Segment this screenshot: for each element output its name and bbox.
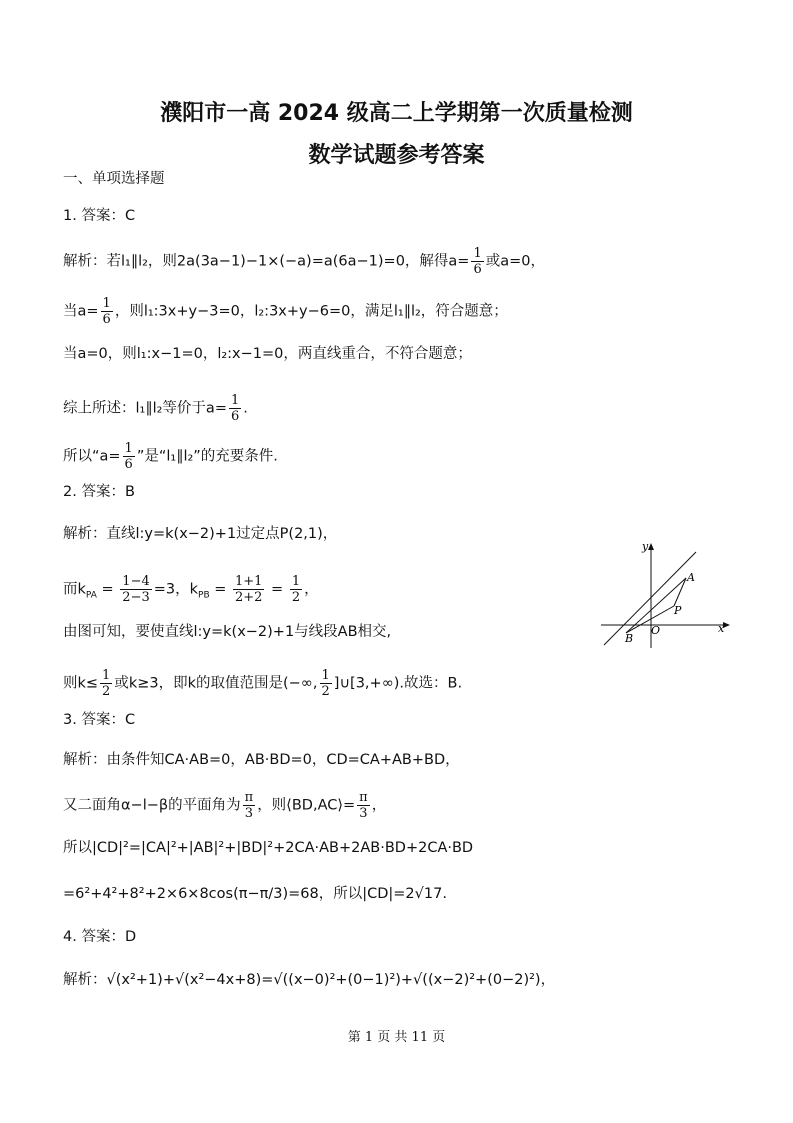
q3-line3: 所以|CD|²=|CA|²+|AB|²+|BD|²+2CA·AB+2AB·BD+2CA·BD	[63, 840, 474, 856]
section-heading: 一、单项选择题	[63, 171, 165, 187]
fraction	[101, 296, 113, 327]
fraction	[471, 246, 483, 277]
q2-line2-mid: =3，k	[153, 581, 199, 598]
page-footer: 第 1 页 共 11 页	[347, 1030, 446, 1045]
coordinate-figure	[596, 538, 736, 650]
fraction-numerator: 1+1	[235, 574, 263, 589]
fraction-denominator: 2	[291, 590, 301, 605]
fraction	[320, 668, 332, 699]
q2-line4-b: 或k≥3，即k的取值范围是(−∞,	[114, 675, 318, 692]
label-x: x	[718, 622, 725, 635]
q3-line2-c: ，	[371, 797, 387, 814]
segment-PA	[674, 578, 686, 606]
q1-answer: 1. 答案：C	[63, 208, 136, 224]
label-B: B	[625, 632, 634, 645]
fraction-denominator: 6	[124, 457, 133, 472]
fraction	[357, 790, 370, 821]
q2-answer: 2. 答案：B	[63, 484, 135, 500]
label-P: P	[674, 604, 682, 617]
q1-line2	[63, 296, 508, 327]
q2-line4	[63, 668, 462, 699]
fraction-numerator: 1	[102, 668, 111, 683]
label-y: y	[642, 540, 649, 553]
q1-line3: 当a=0，则l₁:x−1=0，l₂:x−1=0，两直线重合，不符合题意；	[63, 346, 472, 362]
q1-line4	[63, 393, 248, 424]
fraction-numerator: 1	[321, 668, 330, 683]
fraction-numerator: 1	[102, 296, 111, 311]
y-axis-arrow	[648, 543, 654, 550]
subscript: PA	[85, 590, 97, 601]
fraction	[243, 790, 256, 821]
q1-line1-tail: 或a=0，	[485, 253, 546, 270]
fraction-numerator: 1	[473, 246, 482, 261]
fraction-denominator: 2−3	[122, 590, 150, 605]
q1-line5-b: ”是“l₁∥l₂”的充要条件.	[136, 448, 278, 465]
q3-line2-b: ，则⟨BD,AC⟩=	[257, 797, 356, 814]
fraction-denominator: 2	[102, 684, 111, 699]
q1-line5-a: 所以“a=	[63, 448, 121, 465]
fraction-numerator: 1	[230, 393, 240, 408]
fraction-denominator: 3	[359, 806, 368, 821]
q2-line3: 由图可知，要使直线l:y=k(x−2)+1与线段AB相交,	[63, 624, 392, 640]
fraction-numerator: π	[359, 790, 368, 805]
q1-line4-a: 综上所述：l₁∥l₂等价于a=	[63, 400, 227, 417]
fraction	[120, 574, 151, 605]
q2-line1: 解析：直线l:y=k(x−2)+1过定点P(2,1)，	[63, 526, 338, 542]
subscript: PB	[198, 590, 210, 601]
fraction-denominator: 6	[230, 409, 240, 424]
fraction-denominator: 2	[321, 684, 330, 699]
q1-line1-text: 解析：若l₁∥l₂，则2a(3a−1)−1×(−a)=a(6a−1)=0，解得a=	[63, 253, 470, 270]
q4-line1: 解析：√(x²+1)+√(x²−4x+8)=√((x−0)²+(0−1)²)+√((x−2)²+(0−2)²)，	[63, 972, 556, 988]
fraction	[233, 574, 264, 605]
q4-answer: 4. 答案：D	[63, 929, 137, 945]
label-A: A	[687, 571, 695, 584]
segment-BP	[626, 606, 674, 633]
fraction	[229, 393, 241, 424]
fraction-denominator: 6	[473, 262, 482, 277]
fraction	[290, 574, 302, 605]
q3-line2-a: 又二面角α−l−β的平面角为	[63, 797, 241, 814]
q1-line2-b: ，则l₁:3x+y−3=0，l₂:3x+y−6=0，满足l₁∥l₂，符合题意；	[114, 303, 508, 320]
q3-line4: =6²+4²+8²+2×6×8cos(π−π/3)=68，所以|CD|=2√17.	[63, 886, 447, 902]
fraction-denominator: 3	[244, 806, 254, 821]
q3-line2	[63, 790, 386, 821]
fraction	[100, 668, 112, 699]
fraction-numerator: 1	[291, 574, 301, 589]
q2-line4-a: 则k≤	[63, 675, 99, 692]
fraction-numerator: 1−4	[122, 574, 150, 589]
label-O: O	[651, 624, 661, 637]
q1-line5	[63, 441, 278, 472]
q2-line4-c: ]∪[3,+∞).故选：B.	[333, 675, 463, 692]
q1-line2-a: 当a=	[63, 303, 99, 320]
q2-line2: 而$k_{PA}$ = $\frac{1-4}{2-3}$ =3，$k_{PB}$ = $\frac{1+1}{2+2}$ = $\frac{1}{2}$ ，	[63, 574, 319, 605]
q3-answer: 3. 答案：C	[63, 712, 136, 728]
document-title: 濮阳市一高 2024 级高二上学期第一次质量检测	[160, 101, 633, 126]
q3-line1: 解析：由条件知CA·AB=0，AB·BD=0，CD=CA+AB+BD，	[63, 752, 460, 768]
fraction	[123, 441, 135, 472]
q2-line2-a: 而k	[63, 581, 86, 598]
document-subtitle: 数学试题参考答案	[308, 143, 485, 168]
fraction-denominator: 2+2	[235, 590, 263, 605]
fraction-numerator: 1	[124, 441, 133, 456]
q1-line1	[63, 246, 545, 277]
fraction-numerator: π	[244, 790, 254, 805]
line-l	[604, 552, 696, 645]
fraction-denominator: 6	[102, 312, 111, 327]
q1-line4-b: .	[243, 400, 248, 417]
